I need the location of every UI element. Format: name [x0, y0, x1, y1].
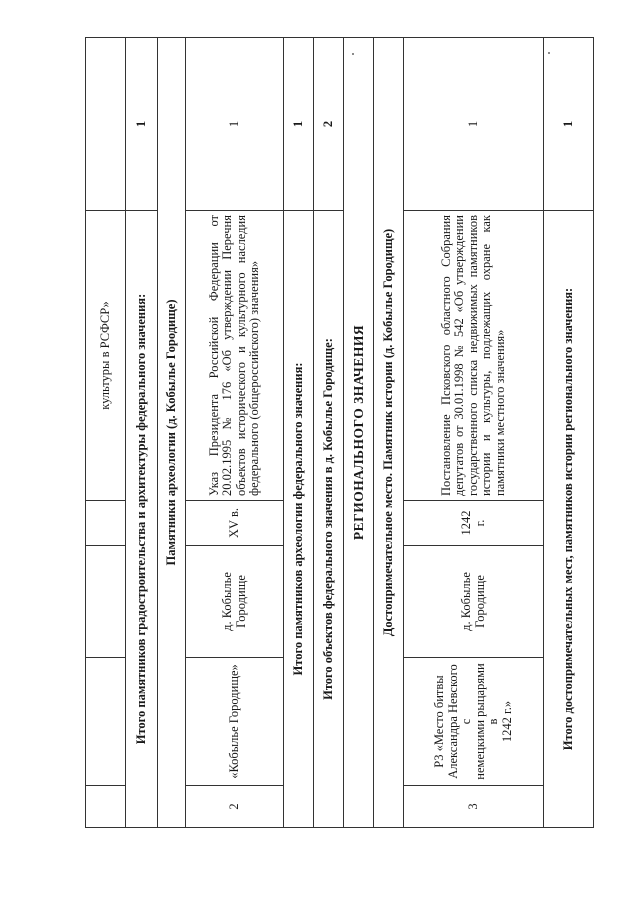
table-row — [544, 38, 594, 828]
section-archaeology-title: Памятники археологии (д. Кобылье Городище) — [158, 38, 186, 828]
item2-location-line: д. Кобылье — [220, 572, 234, 631]
item3-date — [404, 501, 544, 546]
summary-urban-count: 1 — [126, 38, 158, 211]
summary-urban-label: Итого памятников градостроительства и архитектуры федерального значения: — [126, 211, 158, 828]
item3-document: Постановление Псковского областного Собрания депутатов от 30.01.1998 № 542 «Об утверждении государственного списка недвижимых памятников истории и культуры, подлежащих охране как памятники местного значения» — [404, 211, 544, 501]
table-row — [314, 38, 344, 828]
summary-federal-count: 2 — [314, 38, 344, 211]
item2-location-line: Городище — [233, 575, 248, 628]
cell-empty — [86, 658, 126, 786]
doc-tail-cell: культуры в РСФСР» — [86, 211, 126, 501]
item3-name-line: Р3 «Место битвы — [432, 675, 446, 768]
table-row — [284, 38, 314, 828]
section-history-title: Достопримечательное место. Памятник истории (д. Кобылье Городище) — [374, 38, 404, 828]
item2-document: Указ Президента Российской Федерации от 20.02.1995 № 176 «Об утверждении Перечня объектов исторического и культурного наследия федерального (общероссийского) значения» — [186, 211, 284, 501]
cell-empty — [86, 501, 126, 546]
summary-history-label: Итого достопримечательных мест, памятников истории регионального значения: — [544, 211, 594, 828]
table-row — [404, 38, 544, 828]
cell-empty — [86, 38, 126, 211]
table-row — [86, 38, 126, 828]
table-row — [186, 38, 284, 828]
item3-date-line: г. — [472, 519, 487, 527]
item3-count: 1 — [404, 38, 544, 211]
item3-date-line: 1242 — [459, 510, 473, 536]
summary-archaeology-count: 1 — [284, 38, 314, 211]
table-row — [158, 38, 186, 828]
item3-name-line: немецкими рыцарями в — [472, 663, 500, 780]
table-row — [374, 38, 404, 828]
item3-name — [404, 658, 544, 786]
summary-federal-label: Итого объектов федерального значения в д. Кобылье Городище: — [314, 211, 344, 828]
item3-name-line: Александра Невского с — [445, 664, 473, 779]
summary-archaeology-label: Итого памятников археологии федерального значения: — [284, 211, 314, 828]
item3-location-line: д. Кобылье — [459, 572, 473, 631]
rotated-table-area — [85, 38, 610, 868]
cell-empty — [86, 546, 126, 658]
summary-history-count: 1 — [544, 38, 594, 211]
item2-count: 1 — [186, 38, 284, 211]
heritage-objects-table — [85, 37, 594, 828]
table-row — [344, 38, 374, 828]
cell-empty — [86, 786, 126, 828]
item3-location-line: Городище — [472, 575, 487, 628]
item2-location — [186, 546, 284, 658]
table-row — [126, 38, 158, 828]
item3-number: 3 — [404, 786, 544, 828]
item3-name-line: 1242 г.» — [499, 700, 514, 743]
item3-location — [404, 546, 544, 658]
regional-heading: РЕГИОНАЛЬНОГО ЗНАЧЕНИЯ — [344, 38, 374, 828]
item2-date: XV в. — [186, 501, 284, 546]
item2-name: «Кобылье Городище» — [186, 658, 284, 786]
item2-number: 2 — [186, 786, 284, 828]
